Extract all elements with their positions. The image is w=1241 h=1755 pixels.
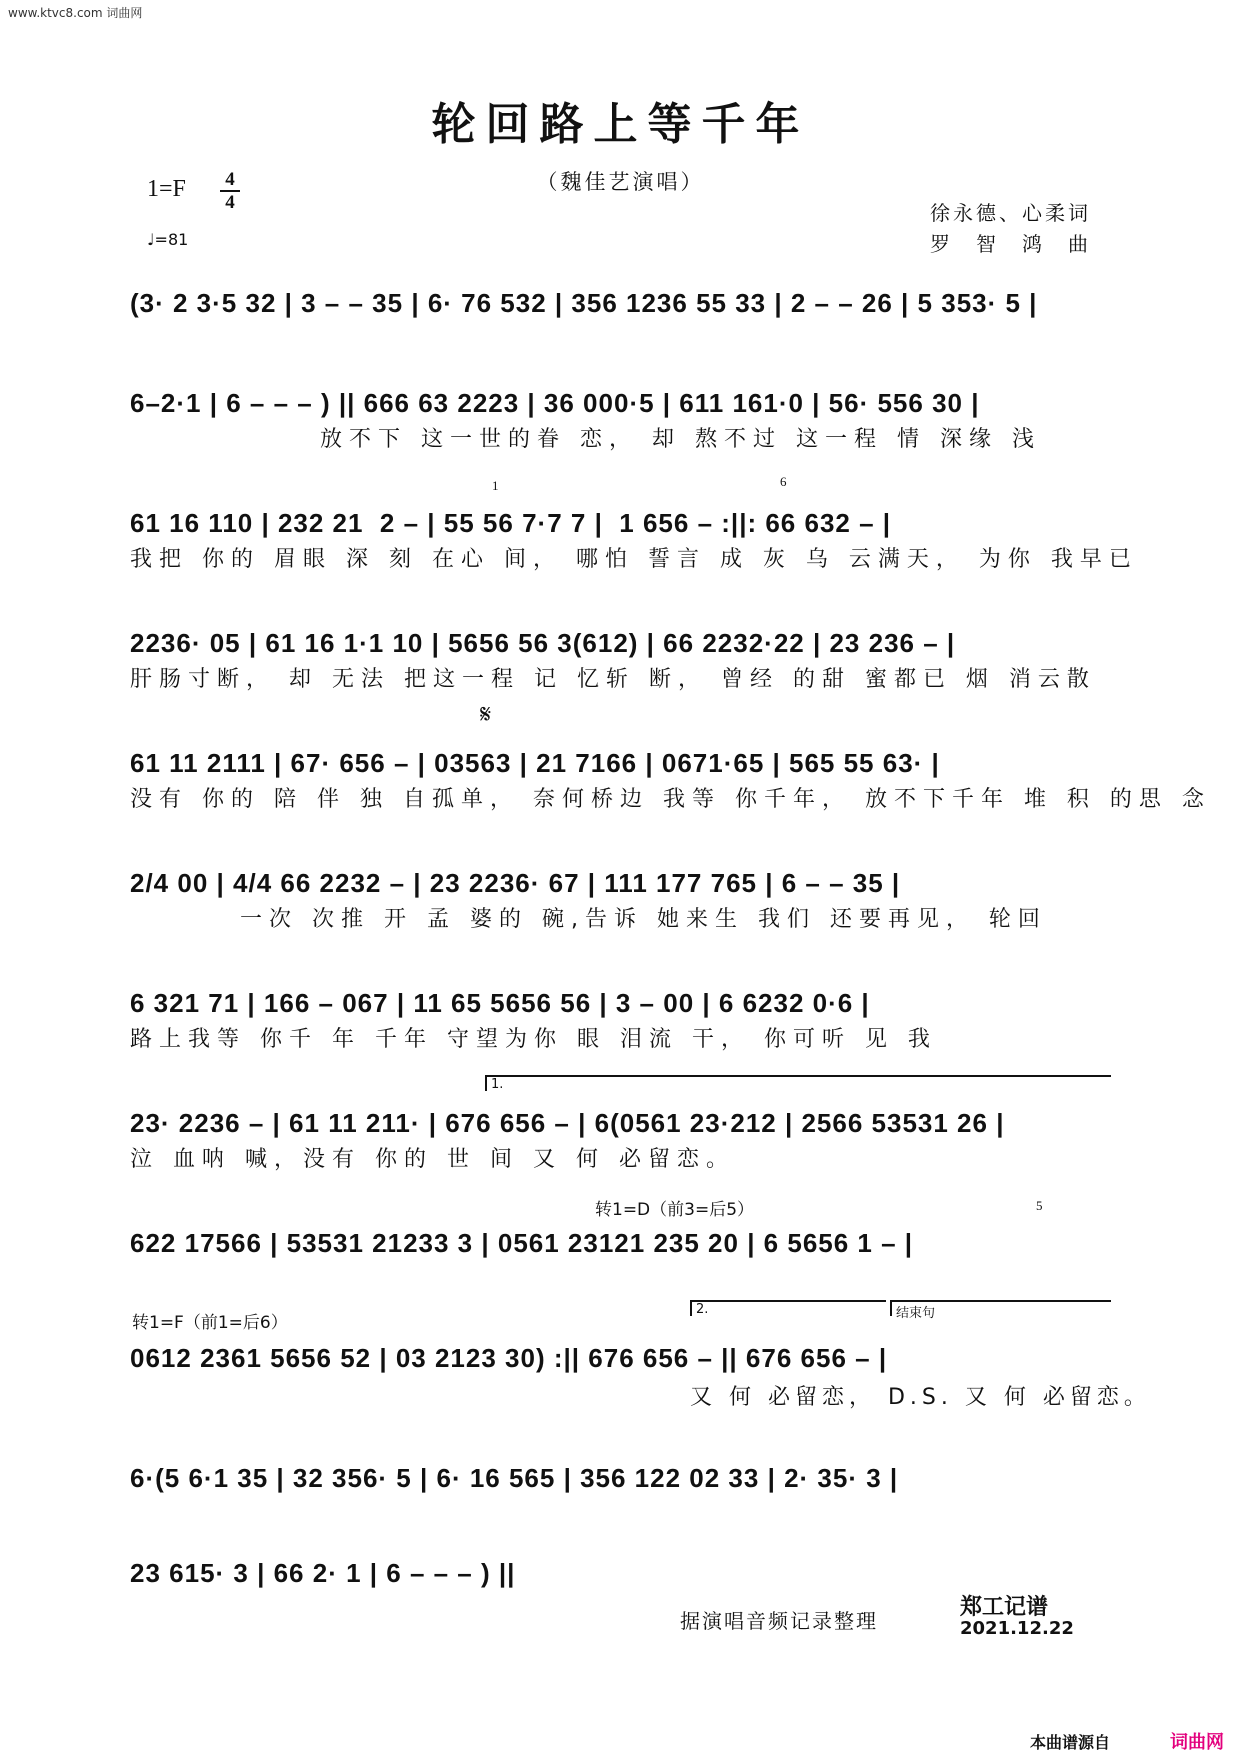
source-logo: 词曲网 [1170, 1732, 1224, 1753]
time-top: 4 [225, 169, 235, 190]
system-3-lyrics: 我把 你的 眉眼 深 刻 在心 间， 哪怕 誓言 成 灰 乌 云满天， 为你 我早已 [130, 547, 1138, 572]
grace-note-2: 6 [780, 474, 787, 489]
volta-1: 1. [485, 1075, 1111, 1091]
song-subtitle: （魏佳艺演唱） [536, 170, 705, 194]
volta-2: 2. [690, 1300, 886, 1316]
system-1-notes: (3· 2 3·5 32 | 3 – – 35 | 6· 76 532 | 356 1236 55 33 | 2 – – 26 | 5 353· 5 | [130, 288, 1038, 318]
system-2-lyrics: 放不下 这一世的眷 恋， 却 熬不过 这一程 情 深缘 浅 [320, 427, 1041, 452]
system-9-notes: 622 17566 | 53531 21233 3 | 0561 23121 235 20 | 6 5656 1 – | [130, 1228, 914, 1258]
system-12-notes: 23 615· 3 | 66 2· 1 | 6 – – – ) || [130, 1558, 516, 1588]
segno-sign: 𝄋 [480, 700, 492, 730]
system-7-lyrics: 路上我等 你千 年 千年 守望为你 眼 泪流 干， 你可听 见 我 [130, 1027, 937, 1052]
time-bottom: 4 [225, 192, 235, 213]
song-title: 轮回路上等千年 [431, 99, 810, 150]
ending-bracket: 结束句 [890, 1300, 1111, 1316]
system-8-notes: 23· 2236 – | 61 11 211· | 676 656 – | 6(0561 23·212 | 2566 53531 26 | [130, 1108, 1005, 1138]
transcription-date: 2021.12.22 [960, 1618, 1074, 1639]
system-8-lyrics: 泣 血呐 喊，没有 你的 世 间 又 何 必留恋。 [130, 1147, 735, 1172]
source-note: 本曲谱源自 [1030, 1733, 1111, 1752]
system-6-lyrics: 一次 次推 开 孟 婆的 碗,告诉 她来生 我们 还要再见， 轮回 [240, 907, 1047, 932]
grace-note-1: 1 [492, 478, 499, 493]
key-signature: 1=F [147, 176, 186, 202]
system-7-notes: 6 321 71 | 166 – 067 | 11 65 5656 56 | 3 – 00 | 6 6232 0·6 | [130, 988, 870, 1018]
credits [930, 198, 1091, 260]
system-3-notes: 61 16 110 | 232 21 2 – | 55 56 7·7 7 | 1 656 – :||: 66 632 – | [130, 508, 892, 538]
system-5-notes: 61 11 2111 | 67· 656 – | 03563 | 21 7166 | 0671·65 | 565 55 63· | [130, 748, 940, 778]
modulation-2: 转1=F（前1=后6） [132, 1313, 288, 1333]
system-4-notes: 2236· 05 | 61 16 1·1 10 | 5656 56 3(612) | 66 2232·22 | 23 236 – | [130, 628, 956, 658]
system-10-notes: 0612 2361 5656 52 | 03 2123 30) :|| 676 656 – || 676 656 – | [130, 1343, 888, 1373]
watermark-url: www.ktvc8.com 词曲网 [8, 6, 143, 20]
system-5-lyrics: 没有 你的 陪 伴 独 自孤单， 奈何桥边 我等 你千年， 放不下千年 堆 积 的思 念 [130, 787, 1211, 812]
system-10-lyrics: 又 何 必留恋， D.S. 又 何 必留恋。 [690, 1385, 1151, 1410]
transcription-note: 据演唱音频记录整理 [680, 1609, 878, 1633]
modulation-1: 转1=D（前3=后5） [595, 1200, 755, 1220]
grace-note-3: 5 [1036, 1198, 1043, 1213]
system-11-notes: 6·(5 6·1 35 | 32 356· 5 | 6· 16 565 | 356 122 02 33 | 2· 35· 3 | [130, 1463, 899, 1493]
transcriber-signature: 郑工记谱 [960, 1594, 1049, 1620]
system-6-notes: 2/4 00 | 4/4 66 2232 – | 23 2236· 67 | 111 177 765 | 6 – – 35 | [130, 868, 901, 898]
system-2-notes: 6–2·1 | 6 – – – ) || 666 63 2223 | 36 000·5 | 611 161·0 | 56· 556 30 | [130, 388, 980, 418]
system-4-lyrics: 肝肠寸断， 却 无法 把这一程 记 忆斩 断， 曾经 的甜 蜜都已 烟 消云散 [130, 667, 1096, 692]
time-signature [220, 170, 240, 212]
composer: 罗 智 鸿 曲 [930, 232, 1091, 256]
tempo-marking: ♩=81 [147, 230, 189, 249]
lyricist: 徐永德、心柔词 [930, 201, 1091, 225]
